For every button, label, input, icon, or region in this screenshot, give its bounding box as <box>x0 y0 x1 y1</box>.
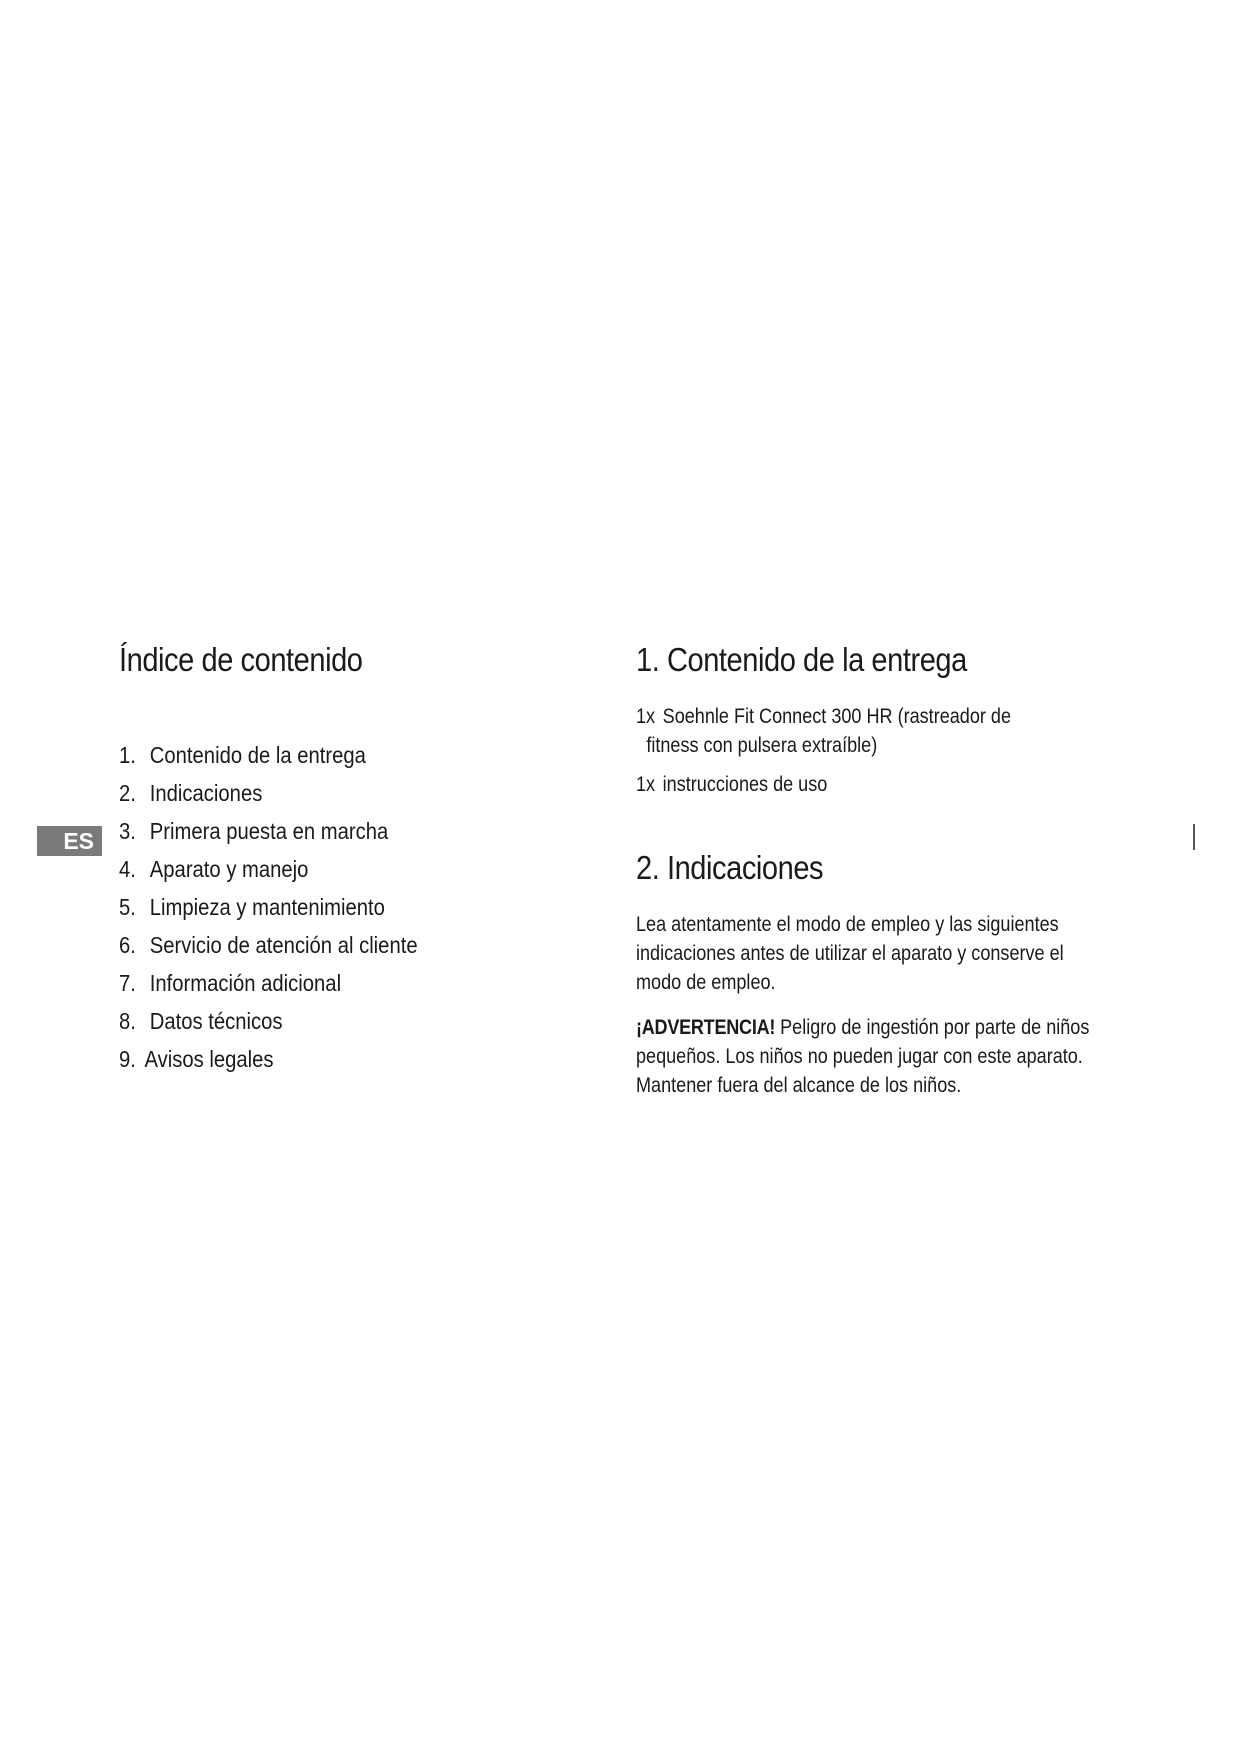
section-1-title: 1. Contenido de la entrega <box>636 641 967 678</box>
toc-item-label: Información adicional <box>149 970 342 996</box>
content-column <box>636 636 1116 1097</box>
warning-paragraph <box>636 1013 1100 1100</box>
toc-title: Índice de contenido <box>119 641 363 678</box>
delivery-contents-list <box>636 702 1196 809</box>
toc-item-label: Avisos legales <box>144 1046 274 1072</box>
toc-list <box>119 736 458 1078</box>
toc-item-number: 8. <box>119 1008 136 1034</box>
toc-item-number: 4. <box>119 856 136 882</box>
toc-item-label: Limpieza y mantenimiento <box>149 894 385 920</box>
delivery-item-text: Soehnle Fit Connect 300 HR (rastreador de <box>662 705 1012 728</box>
toc-item-label: Contenido de la entrega <box>149 742 366 768</box>
toc-item-label: Servicio de atención al cliente <box>149 932 418 958</box>
toc-item-number: 3. <box>119 818 136 844</box>
toc-item <box>119 1040 418 1078</box>
section-2-title: 2. Indicaciones <box>636 849 824 886</box>
toc-item <box>119 850 418 888</box>
toc-item-number: 7. <box>119 970 136 996</box>
table-of-contents <box>119 636 559 1072</box>
warning-text: Peligro de ingestión por parte de niños pequeños. Los niños no pueden jugar con este aparato. Mantener fuera del alcance de los niños. <box>636 1016 1090 1097</box>
toc-item-number: 5. <box>119 894 136 920</box>
delivery-item <box>636 770 1118 799</box>
delivery-item-quantity: 1x <box>636 705 656 728</box>
toc-item <box>119 1002 418 1040</box>
toc-item <box>119 888 418 926</box>
page-edge-marker <box>1193 824 1195 850</box>
toc-item-label: Indicaciones <box>149 780 263 806</box>
toc-item <box>119 774 418 812</box>
toc-item-label: Datos técnicos <box>149 1008 283 1034</box>
language-tab: ES <box>37 826 102 856</box>
toc-item-label: Aparato y manejo <box>149 856 309 882</box>
toc-item-number: 9. <box>119 1046 136 1072</box>
delivery-item-text: instrucciones de uso <box>662 773 828 796</box>
toc-item-number: 6. <box>119 932 136 958</box>
toc-item <box>119 926 418 964</box>
toc-item-number: 2. <box>119 780 136 806</box>
warning-label: ¡ADVERTENCIA! <box>636 1016 776 1039</box>
toc-item <box>119 812 418 850</box>
toc-item-label: Primera puesta en marcha <box>149 818 389 844</box>
delivery-item <box>636 702 1118 760</box>
toc-item <box>119 964 418 1002</box>
delivery-item-quantity: 1x <box>636 773 656 796</box>
toc-item-number: 1. <box>119 742 136 768</box>
delivery-item-text-continuation: fitness con pulsera extraíble) <box>646 734 878 757</box>
instructions-paragraph: Lea atentamente el modo de empleo y las siguientes indicaciones antes de utilizar el aparato y conserve el modo de empleo. <box>636 913 1064 994</box>
toc-item <box>119 736 418 774</box>
